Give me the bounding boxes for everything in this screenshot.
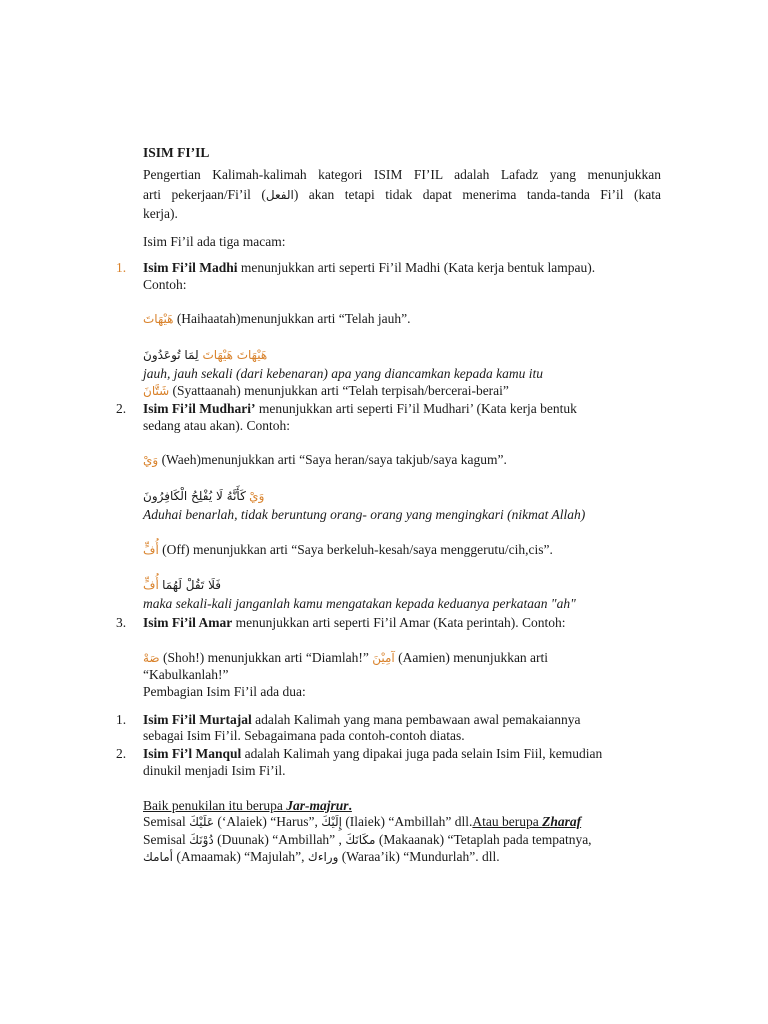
mudhari-verse-1-arabic: وَيْ كَأَنَّهُ لَا يُفْلِحُ الْكَافِرُونَ (143, 489, 265, 503)
arabic-aamien: آمِيْنَ (372, 651, 395, 665)
closing-line-2: Semisal عَلَيْكَ (‘Alaiek) “Harus”, إِلَيْكَ (Ilaiek) “Ambillah” dll.Atau berupa Zharaf (143, 814, 582, 829)
mudhari-verse-1-translation: Aduhai benarlah, tidak beruntung orang- orang yang mengingkari (nikmat Allah) (143, 507, 586, 522)
mudhari-example-2: أُفٍّ (Off) menunjukkan arti “Saya berkeluh-kesah/saya menggerutu/cih,cis”. (143, 542, 553, 557)
arabic-fiil: الفعل (265, 188, 294, 202)
list-number-murtajal: 1. (116, 712, 127, 727)
madhi-verse-arabic: هَيْهَاتَ هَيْهَاتَ لِمَا تُوعَدُونَ (143, 348, 268, 362)
arabic-uff: أُفٍّ (143, 543, 159, 557)
intro-line-2: arti pekerjaan/Fi’il (الفعل) akan tetapi tidak dapat menerima tanda-tanda Fi’il (kata (143, 187, 661, 202)
arabic-haihaata: هَيْهَاتَ (143, 312, 174, 326)
list-number-mudhari: 2. (116, 401, 127, 416)
division-intro: Pembagian Isim Fi’il ada dua: (143, 684, 306, 699)
madhi-example-1: هَيْهَاتَ (Haihaatah)menunjukkan arti “Telah jauh”. (143, 311, 411, 326)
mudhari-verse-2-translation: maka sekali-kali janganlah kamu mengatakan kepada keduanya perkataan "ah" (143, 596, 576, 611)
amar-heading: Isim Fi’il Amar menunjukkan arti seperti Fi’il Amar (Kata perintah). Contoh: (143, 615, 566, 630)
intro-line-1: Pengertian Kalimah-kalimah kategori ISIM FI’IL adalah Lafadz yang menunjukkan (143, 167, 661, 182)
madhi-verse-translation: jauh, jauh sekali (dari kebenaran) apa yang diancamkan kepada kamu itu (143, 366, 544, 381)
closing-line-3: Semisal دُوْنَكَ (Duunak) “Ambillah” , مكَانَكَ (Makaanak) “Tetaplah pada tempatnya, (143, 832, 592, 847)
mudhari-heading-cont: sedang atau akan). Contoh: (143, 418, 290, 433)
mudhari-heading: Isim Fi’il Mudhari’ menunjukkan arti seperti Fi’il Mudhari’ (Kata kerja bentuk (143, 401, 577, 416)
mudhari-verse-2-arabic: فَلَا تَقُلْ لَهُمَا أُفٍّ (143, 578, 221, 592)
madhi-contoh: Contoh: (143, 277, 187, 292)
arabic-syattaana: شَتَّانَ (143, 384, 170, 398)
types-intro: Isim Fi’il ada tiga macam: (143, 234, 286, 249)
madhi-heading: Isim Fi’il Madhi menunjukkan arti seperti Fi’il Madhi (Kata kerja bentuk lampau). (143, 260, 596, 275)
list-number-amar: 3. (116, 615, 127, 630)
murtajal-heading-cont: sebagai Isim Fi’il. Sebagaimana pada contoh-contoh diatas. (143, 728, 465, 743)
page-title: ISIM FI’IL (143, 145, 210, 160)
manqul-heading-cont: dinukil menjadi Isim Fi’il. (143, 763, 286, 778)
amar-examples-cont: “Kabulkanlah!” (143, 667, 229, 682)
murtajal-heading: Isim Fi’il Murtajal adalah Kalimah yang mana pembawaan awal pemakaiannya (143, 712, 581, 727)
arabic-shoh: صَهْ (143, 651, 160, 665)
list-number-manqul: 2. (116, 746, 127, 761)
manqul-heading: Isim Fi’l Manqul adalah Kalimah yang dipakai juga pada selain Isim Fiil, kemudian (143, 746, 603, 761)
intro-line-3: kerja). (143, 206, 178, 221)
closing-line-4: أمامك (Amaamak) “Majulah”, وراءك (Waraa’ik) “Mundurlah”. dll. (143, 849, 500, 864)
amar-examples: صَهْ (Shoh!) menunjukkan arti “Diamlah!” آمِيْنَ (Aamien) menunjukkan arti (143, 650, 549, 665)
closing-line-1: Baik penukilan itu berupa Jar-majrur. (143, 798, 352, 813)
madhi-example-2: شَتَّانَ (Syattaanah) menunjukkan arti “Telah terpisah/bercerai-berai” (143, 383, 509, 398)
arabic-waeh: وَيْ (143, 453, 159, 467)
list-number-madhi: 1. (116, 260, 127, 275)
mudhari-example-1: وَيْ (Waeh)menunjukkan arti “Saya heran/saya takjub/saya kagum”. (143, 452, 507, 467)
